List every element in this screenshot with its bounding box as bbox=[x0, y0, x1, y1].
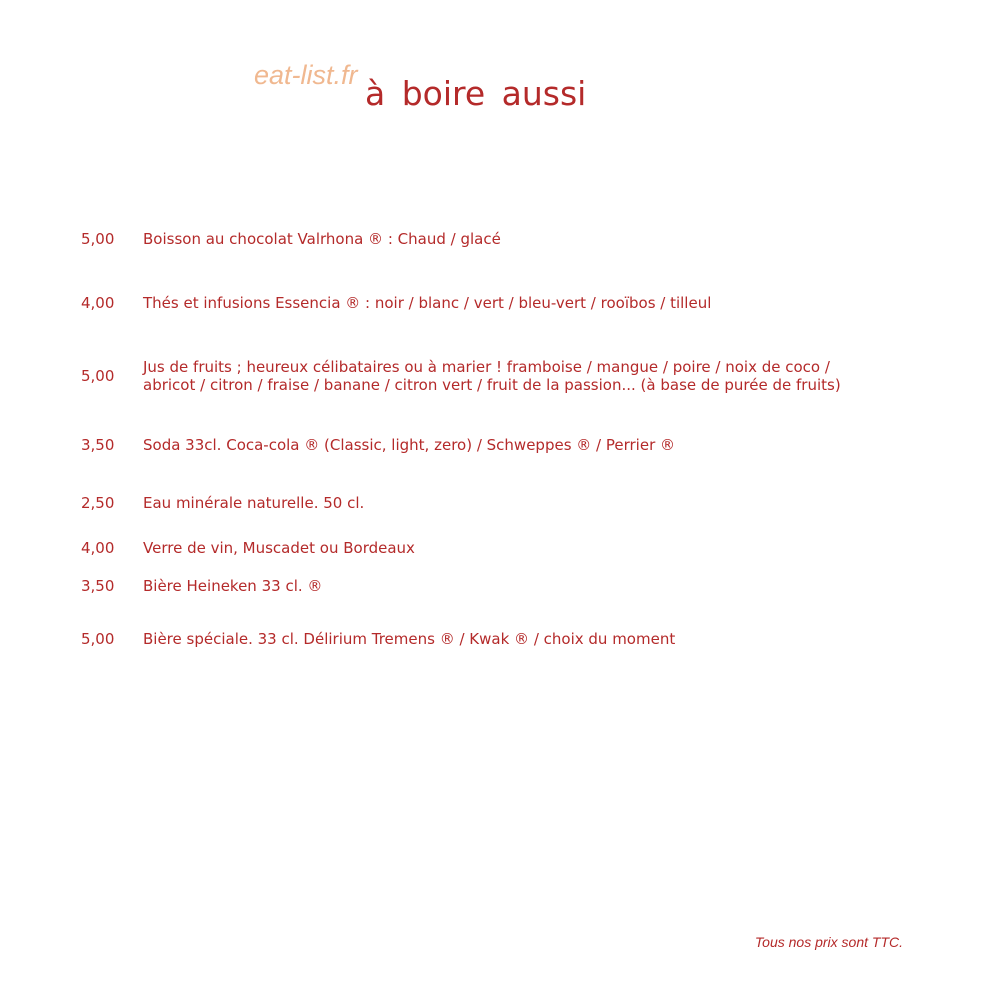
item-description bbox=[143, 436, 933, 454]
item-description-line: abricot / citron / fraise / banane / citron vert / fruit de la passion... (à base de purée de fruits) bbox=[143, 376, 841, 394]
item-description-line: Bière spéciale. 33 cl. Délirium Tremens ® / Kwak ® / choix du moment bbox=[143, 630, 676, 648]
item-description-line: Jus de fruits ; heureux célibataires ou à marier ! framboise / mangue / poire / noix de coco / bbox=[143, 358, 830, 376]
item-description-line: Boisson au chocolat Valrhona ® : Chaud / glacé bbox=[143, 230, 501, 248]
item-description bbox=[143, 294, 933, 312]
item-description-line: Thés et infusions Essencia ® : noir / blanc / vert / bleu-vert / rooïbos / tilleul bbox=[143, 294, 712, 312]
page-title: à boire aussi bbox=[365, 74, 587, 113]
price-note: Tous nos prix sont TTC. bbox=[754, 934, 903, 950]
item-price: 3,50 bbox=[81, 577, 115, 595]
item-description bbox=[143, 577, 933, 595]
item-description bbox=[143, 494, 933, 512]
item-description-line: Bière Heineken 33 cl. ® bbox=[143, 577, 323, 595]
item-price: 5,00 bbox=[81, 230, 115, 248]
item-description bbox=[143, 630, 933, 648]
item-description bbox=[143, 539, 933, 557]
item-description-line: Eau minérale naturelle. 50 cl. bbox=[143, 494, 365, 512]
item-price: 3,50 bbox=[81, 436, 115, 454]
item-description-line: Soda 33cl. Coca-cola ® (Classic, light, zero) / Schweppes ® / Perrier ® bbox=[143, 436, 676, 454]
item-price: 5,00 bbox=[81, 630, 115, 648]
item-description-line: Verre de vin, Muscadet ou Bordeaux bbox=[143, 539, 415, 557]
item-price: 5,00 bbox=[81, 367, 115, 385]
item-price: 4,00 bbox=[81, 539, 115, 557]
watermark-logo: eat-list.fr bbox=[254, 60, 358, 90]
item-price: 2,50 bbox=[81, 494, 115, 512]
item-description bbox=[143, 230, 933, 248]
item-description bbox=[143, 358, 933, 394]
item-price: 4,00 bbox=[81, 294, 115, 312]
